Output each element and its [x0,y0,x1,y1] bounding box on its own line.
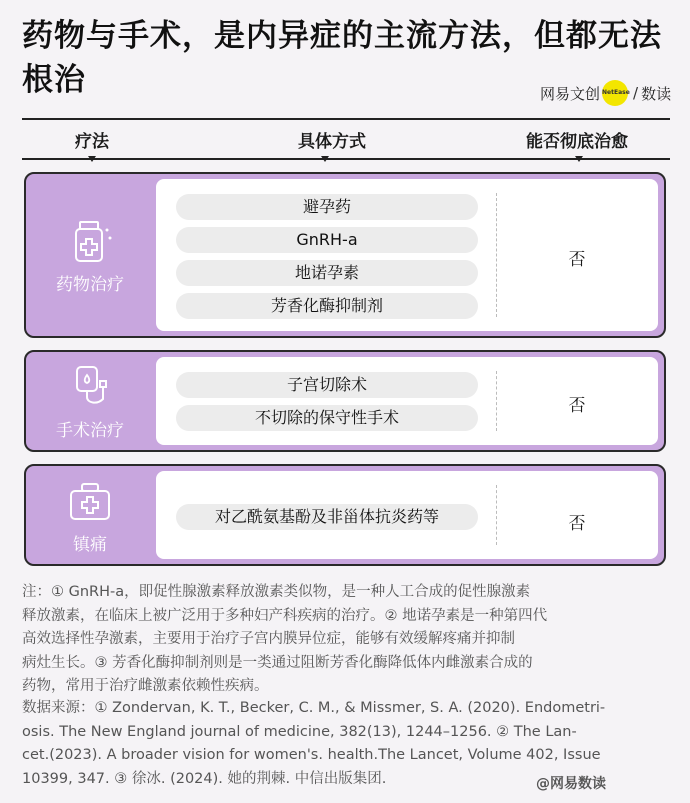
list-item: 不切除的保守性手术 [176,405,478,431]
header-cure: 能否彻底治愈 [526,131,628,152]
netease-badge: NetEase [602,80,628,106]
list-item: 地诺孕素 [176,260,478,286]
arrow-down-icon [88,156,96,162]
arrow-down-icon [321,156,329,162]
row-pain-relief [24,464,666,566]
row-category: 手术治疗 [26,364,154,441]
row-content [156,179,658,331]
row-content [156,471,658,559]
data-source: 数据来源：① Zondervan, K. T., Becker, C. M., & Missmer, S. A. (2020). Endometri- osis. The New England journal of medicine, 382(13), 1244–1256. ② The Lan- cet.(2023). A broader vision for women's. health.The Lancet, Volume 402, Issue 10399, 347. ③ 徐冰. (2024). 她的荆棘. 中信出版集团. [22,700,606,787]
brand-separator: / [633,84,639,102]
footnote: 注：① GnRH-a，即促性腺激素释放激素类似物，是一种人工合成的促性腺激素 释放激素，在临床上被广泛用于多种妇产科疾病的治疗。② 地诺孕素是一种第四代 高效选择性孕激素，主要用于治疗子宫内膜异位症，能够有效缓解疼痛并抑制 病灶生长。③ 芳香化酶抑制剂则是一类通过阻断芳香化酶降低体内雌激素合成的 药物，常用于治疗雌激素依赖性疾病。 [22,584,548,694]
cure-answer: 否 [568,396,586,416]
list-item: 子宫切除术 [176,372,478,398]
watermark: @网易数读 [536,776,606,792]
list-item: 芳香化酶抑制剂 [176,293,478,319]
header-method: 具体方式 [298,131,366,152]
list-item: GnRH-a [176,227,478,253]
cure-answer: 否 [568,514,586,534]
row-content [156,357,658,445]
medicine-bottle-icon [67,218,113,264]
iv-drip-icon [67,364,113,410]
row-medication [24,172,666,338]
list-item: 避孕药 [176,194,478,220]
first-aid-kit-icon [67,480,113,524]
brand-left: 网易文创 [540,84,601,103]
header-therapy: 疗法 [75,131,109,152]
row-surgery [24,350,666,452]
row-category: 镇痛 [26,480,154,555]
brand-right: 数读 [641,84,672,103]
arrow-down-icon [575,156,583,162]
page-title: 药物与手术，是内异症的主流方法，但都无法根治 [22,18,662,98]
row-category: 药物治疗 [26,218,154,295]
table-header [22,118,670,160]
cure-answer: 否 [568,250,586,270]
list-item: 对乙酰氨基酚及非甾体抗炎药等 [176,504,478,530]
brand-logo [540,76,671,110]
